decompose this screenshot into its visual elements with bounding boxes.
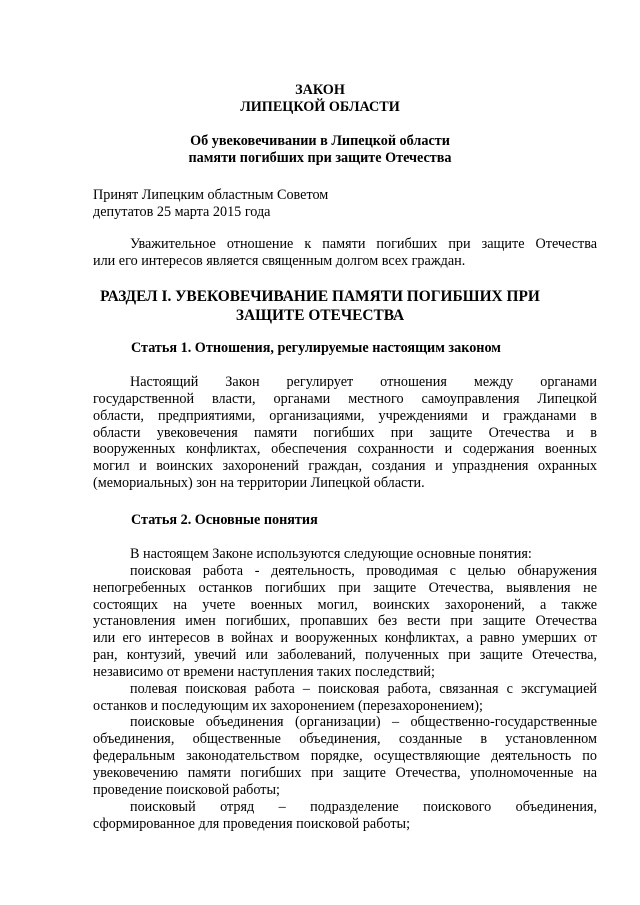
article-1-line: Настоящий Закон регулирует отношения между органами — [130, 374, 597, 390]
article-2-line: или его интересов в войнах и вооруженных конфликтах, а равно умерших от — [93, 630, 597, 647]
article-1-line: области увековечения памяти погибших при защите Отечества и в — [93, 424, 597, 441]
article-2-body — [93, 546, 597, 832]
article-2-line: федеральным законодательством порядке, осуществляющие деятельность по — [93, 748, 597, 765]
section-heading-line-1: РАЗДЕЛ I. УВЕКОВЕЧИВАНИЕ ПАМЯТИ ПОГИБШИХ ПРИ — [100, 288, 540, 305]
article-2-line: объединения, общественные объединения, созданные в установленном — [93, 731, 597, 748]
article-1-heading: Статья 1. Отношения, регулируемые настоящим законом — [131, 340, 501, 356]
law-title — [0, 133, 640, 167]
article-2-line: состоящих на учете военных могил, воинских захоронений, а также — [93, 596, 597, 613]
article-2-line: поисковый отряд – подразделение поискового объединения, — [130, 798, 597, 815]
law-title-line-1: Об увековечивании в Липецкой области — [190, 133, 450, 149]
law-header — [0, 82, 640, 116]
article-2-heading: Статья 2. Основные понятия — [131, 512, 318, 528]
adoption-line-1: Принят Липецким областным Советом — [93, 187, 329, 203]
article-2-line: В настоящем Законе используются следующие основные понятия: — [130, 546, 532, 562]
adoption-note — [93, 187, 393, 220]
region-label: ЛИПЕЦКОЙ ОБЛАСТИ — [240, 99, 400, 115]
article-2-line: останков и последующим их захоронением (перезахоронением); — [93, 697, 483, 714]
preamble-line: или его интересов является священным долгом всех граждан. — [93, 252, 466, 269]
law-label: ЗАКОН — [295, 82, 345, 98]
article-2-line: полевая поисковая работа – поисковая работа, связанная с эксгумацией — [130, 680, 597, 697]
article-2-line: установления имен погибших, пропавших без вести при защите Отечества — [93, 613, 597, 630]
article-2-line: поисковые объединения (организации) – общественно-государственные — [130, 714, 597, 731]
article-1-body — [93, 374, 597, 492]
article-2-line: проведение поисковой работы; — [93, 781, 280, 798]
article-2-line: сформированное для проведения поисковой работы; — [93, 815, 411, 832]
section-heading — [0, 287, 640, 325]
article-1-line: области, предприятиями, организациями, учреждениями и гражданами в — [93, 407, 597, 424]
article-2-line: независимо от времени наступления таких последствий; — [93, 663, 435, 680]
article-1-line: (мемориальных) зон на территории Липецкой области. — [93, 475, 425, 492]
article-2-line: ран, контузий, увечий или заболеваний, полученных при защите Отечества, — [93, 647, 597, 664]
section-heading-line-2: ЗАЩИТЕ ОТЕЧЕСТВА — [235, 307, 405, 324]
law-title-line-2: памяти погибших при защите Отечества — [188, 150, 452, 166]
adoption-line-2: депутатов 25 марта 2015 года — [93, 203, 271, 220]
article-2-line: непогребенных останков погибших при защите Отечества, выявления не — [93, 579, 597, 596]
preamble — [93, 236, 597, 270]
article-2-line: поисковая работа - деятельность, проводимая с целью обнаружения — [130, 562, 597, 579]
article-1-line: вооруженных конфликтах, обеспечения сохранности и содержания военных — [93, 441, 597, 458]
article-1-line: могил и воинских захоронений граждан, создания и упразднения охранных — [93, 458, 597, 475]
article-1-line: государственной власти, органами местного самоуправления Липецкой — [93, 390, 597, 407]
article-2-line: увековечению памяти погибших при защите Отечества, уполномоченные на — [93, 764, 597, 781]
preamble-line: Уважительное отношение к памяти погибших при защите Отечества — [130, 236, 597, 252]
